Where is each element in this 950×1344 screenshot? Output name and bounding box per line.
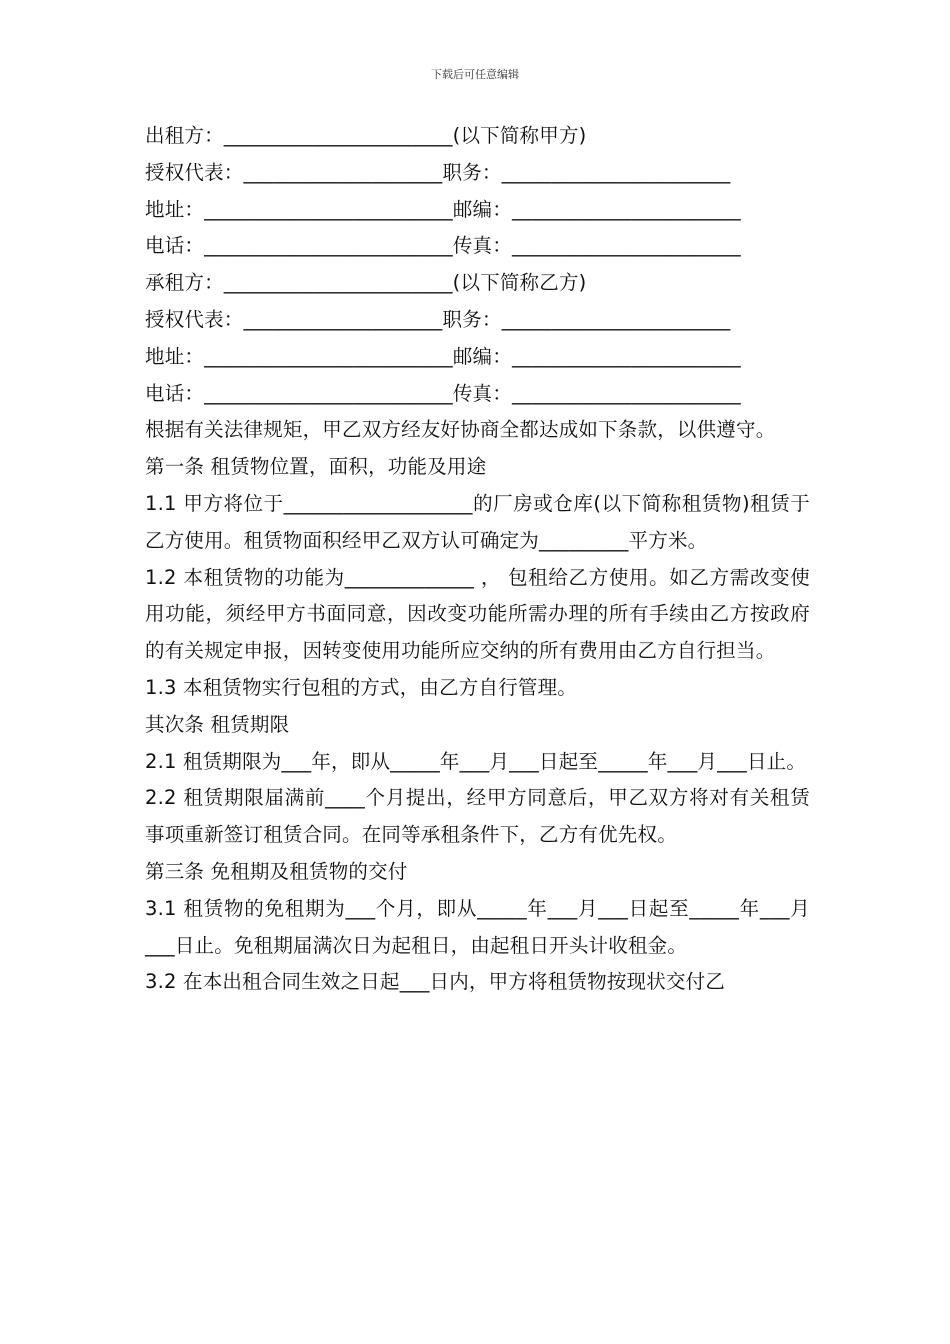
clause-3-2: 3.2 在本出租合同生效之日起___日内，甲方将租赁物按现状交付乙 — [145, 970, 726, 994]
page-header: 下载后可任意编辑 — [431, 68, 519, 81]
clause-3-1: 3.1 租赁物的免租期为___个月，即从_____年___月___日起至_____年___月___日止。免租期届满次日为起租日，由起租日开头计收租金。 — [145, 896, 810, 957]
article-2-heading: 其次条 租赁期限 — [145, 712, 290, 736]
clause-1-2: 1.2 本租赁物的功能为_____________ ， 包租给乙方使用。如乙方需改变使用功能，须经甲方书面同意，因改变功能所需办理的所有手续由乙方按政府的有关规定申报，因转变使用功能所应交纳的所有费用由乙方自行担当。 — [145, 565, 810, 663]
clause-2-2: 2.2 租赁期限届满前____个月提出，经甲方同意后，甲乙双方将对有关租赁事项重新签订租赁合同。在同等承租条件下，乙方有优先权。 — [145, 786, 810, 847]
clause-1-1: 1.1 甲方将位于___________________的厂房或仓库(以下简称租赁物)租赁于乙方使用。租赁物面积经甲乙双方认可确定为_________平方米。 — [145, 491, 810, 552]
article-3-heading: 第三条 免租期及租赁物的交付 — [145, 859, 408, 883]
clause-1-3: 1.3 本租赁物实行包租的方式，由乙方自行管理。 — [145, 675, 578, 699]
preamble-paragraph: 根据有关法律规矩，甲乙双方经友好协商全都达成如下条款，以供遵守。 — [145, 418, 776, 442]
contract-body — [145, 118, 810, 1001]
lessor-representative-line: 授权代表：____________________职务：_______________________ — [145, 160, 731, 184]
lessor-address-line: 地址：_________________________邮编：_______________________ — [145, 197, 741, 221]
lessor-phone-line: 电话：_________________________传真：_______________________ — [145, 234, 741, 258]
lessee-representative-line: 授权代表：____________________职务：_______________________ — [145, 307, 731, 331]
lessor-line: 出租方：_______________________(以下简称甲方) — [145, 124, 587, 147]
lessee-address-line: 地址：_________________________邮编：_______________________ — [145, 344, 741, 368]
lessee-line: 承租方：_______________________(以下简称乙方) — [145, 271, 587, 295]
lessee-phone-line: 电话：_________________________传真：_______________________ — [145, 381, 741, 405]
article-1-heading: 第一条 租赁物位置，面积，功能及用途 — [145, 455, 487, 479]
clause-2-1: 2.1 租赁期限为___年，即从_____年___月___日起至_____年___月___日止。 — [145, 749, 807, 773]
